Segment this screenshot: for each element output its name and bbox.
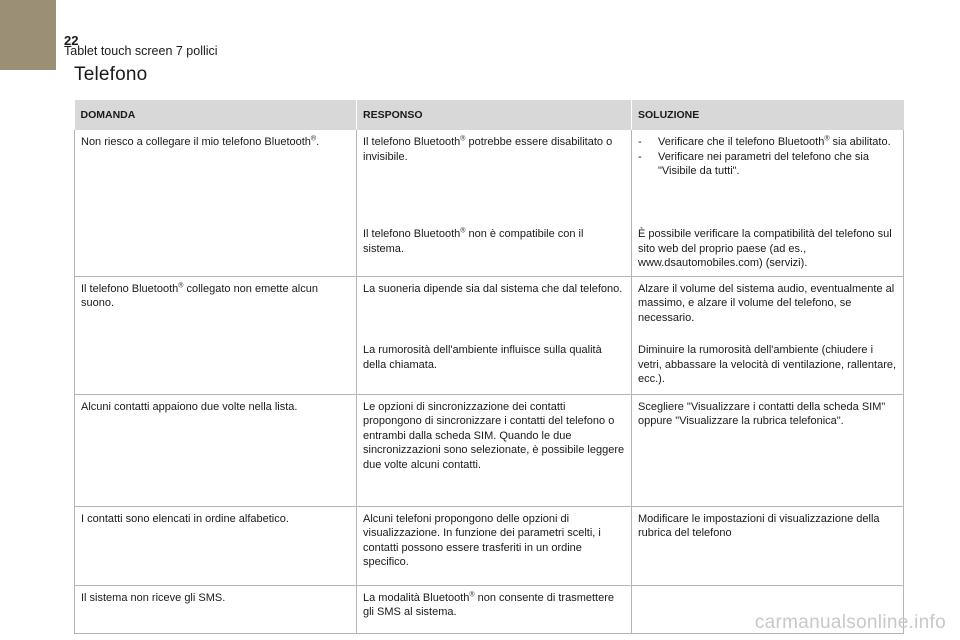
question-cell: Non riesco a collegare il mio telefono Bluetooth®. bbox=[75, 130, 357, 276]
header-responso: RESPONSO bbox=[357, 100, 632, 130]
table-row bbox=[75, 276, 904, 338]
registered-mark: ® bbox=[460, 227, 466, 235]
chapter-tab bbox=[0, 0, 56, 70]
question-cell: Alcuni contatti appaiono due volte nella lista. bbox=[75, 394, 357, 506]
response-cell: Il telefono Bluetooth® non è compatibile con il sistema. bbox=[357, 222, 632, 276]
header-soluzione: SOLUZIONE bbox=[632, 100, 904, 130]
registered-mark: ® bbox=[460, 135, 466, 143]
running-header: Tablet touch screen 7 pollici bbox=[64, 44, 218, 58]
solution-cell: È possibile verificare la compatibilità del telefono sul sito web del proprio paese (ad es., www.dsautomobiles.com) (servizi). bbox=[632, 222, 904, 276]
list-item: - Verificare che il telefono Bluetooth® sia abilitato. bbox=[638, 135, 897, 150]
faq-table bbox=[74, 100, 904, 634]
page-number: 22 bbox=[64, 33, 79, 48]
question-cell: Il telefono Bluetooth® collegato non emette alcun suono. bbox=[75, 276, 357, 394]
solution-cell: Diminuire la rumorosità dell'ambiente (chiudere i vetri, abbassare la velocità di ventilazione, rallentare, ecc.). bbox=[632, 338, 904, 394]
registered-mark: ® bbox=[310, 135, 317, 143]
table-row bbox=[75, 394, 904, 506]
table-row bbox=[75, 506, 904, 585]
section-title: Telefono bbox=[74, 64, 148, 85]
response-cell: La modalità Bluetooth® non consente di trasmettere gli SMS al sistema. bbox=[357, 585, 632, 633]
header-domanda: DOMANDA bbox=[75, 100, 357, 130]
question-cell: Il sistema non riceve gli SMS. bbox=[75, 585, 357, 633]
response-cell: La rumorosità dell'ambiente influisce sulla qualità della chiamata. bbox=[357, 338, 632, 394]
list-item: - Verificare nei parametri del telefono che sia "Visibile da tutti". bbox=[638, 150, 897, 179]
registered-mark: ® bbox=[178, 281, 184, 289]
response-cell: Alcuni telefoni propongono delle opzioni di visualizzazione. In funzione dei parametri scelti, i contatti possono essere trasferiti in un ordine specifico. bbox=[357, 506, 632, 585]
table-header-row bbox=[75, 100, 904, 130]
registered-mark: ® bbox=[469, 590, 475, 598]
registered-mark: ® bbox=[824, 135, 830, 143]
solution-cell: Alzare il volume del sistema audio, eventualmente al massimo, e alzare il volume del telefono, se necessario. bbox=[632, 276, 904, 338]
response-cell: La suoneria dipende sia dal sistema che dal telefono. bbox=[357, 276, 632, 338]
solution-cell: Modificare le impostazioni di visualizzazione della rubrica del telefono bbox=[632, 506, 904, 585]
watermark: carmanualsonline.info bbox=[754, 612, 946, 633]
solution-cell bbox=[632, 130, 904, 222]
response-cell: Il telefono Bluetooth® potrebbe essere disabilitato o invisibile. bbox=[357, 130, 632, 222]
solution-cell: Scegliere "Visualizzare i contatti della scheda SIM" oppure "Visualizzare la rubrica telefonica". bbox=[632, 394, 904, 506]
question-cell: I contatti sono elencati in ordine alfabetico. bbox=[75, 506, 357, 585]
table-row bbox=[75, 130, 904, 222]
solution-list bbox=[638, 135, 897, 179]
response-cell: Le opzioni di sincronizzazione dei contatti propongono di sincronizzare i contatti del telefono o entrambi dalla scheda SIM. Quando le due sincronizzazioni sono selezionate, è possibile leggere due volte alcuni contatti. bbox=[357, 394, 632, 506]
